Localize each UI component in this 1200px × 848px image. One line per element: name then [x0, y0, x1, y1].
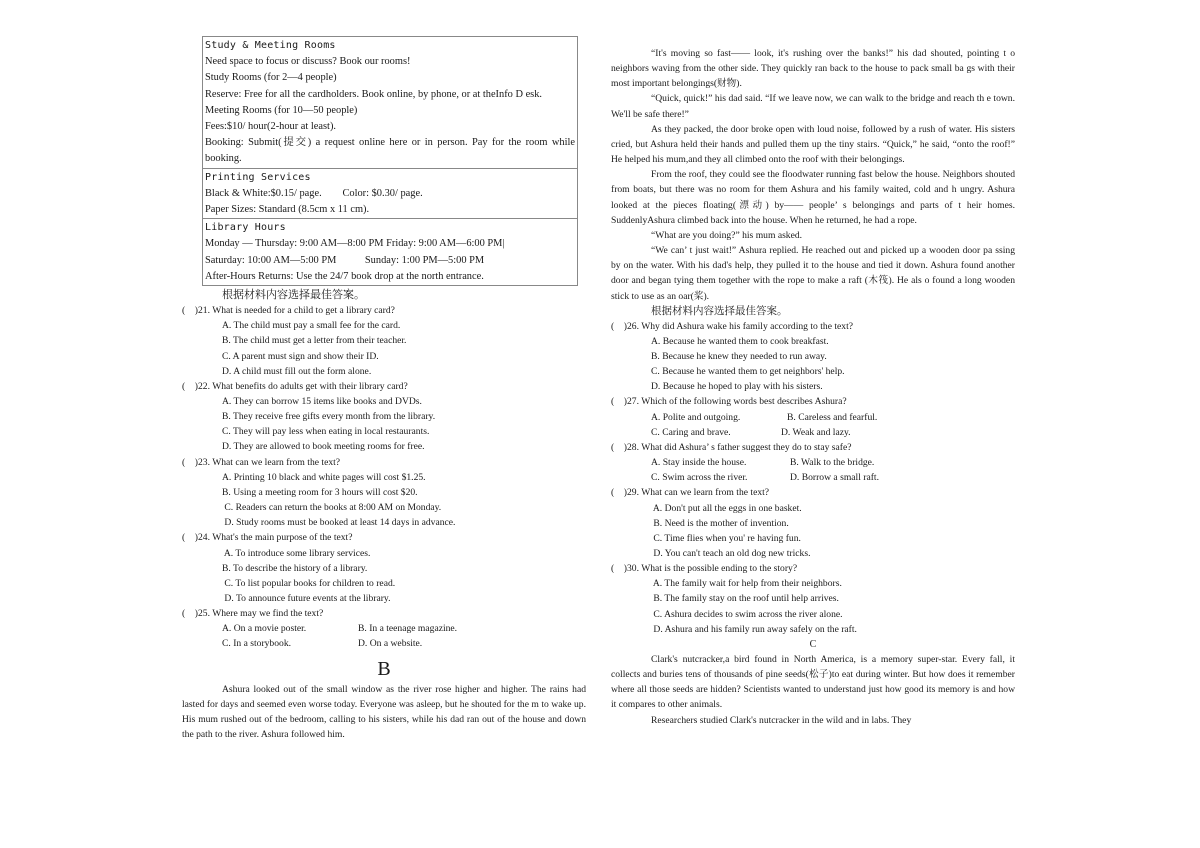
- study-line: Meeting Rooms (for 10—50 people): [205, 104, 358, 116]
- question-stem: ( )29. What can we learn from the text?: [611, 487, 770, 499]
- story-paragraph: “We can’ t just wait!” Ashura replied. He reached out and picked up a wooden door pa ssing by on the water. With his dad's help, they pulled it to the house and tied it down. Ashura found another door and began tying them together with the rope to make a raft (木筏). He als o found a long wooden stick to use as an oar(桨).: [611, 245, 1015, 302]
- option: C. Because he wanted them to get neighbors' help.: [651, 366, 845, 378]
- printing-line: Black & White:$0.15/ page. Color: $0.30/ page.: [205, 187, 423, 199]
- option: B. In a teenage magazine.: [358, 623, 458, 635]
- option: A. The child must pay a small fee for the card.: [222, 320, 401, 332]
- option: A. They can borrow 15 items like books and DVDs.: [222, 395, 422, 407]
- option: D. They are allowed to book meeting rooms for free.: [222, 441, 425, 453]
- story-paragraph: “Quick, quick!” his dad said. “If we leave now, we can walk to the bridge and reach th e town. We'll be safe there!”: [611, 93, 1015, 120]
- passage-paragraph: Clark's nutcracker,a bird found in North America, is a memory super-star. Every fall, it collects and buries tens of thousands of pine seeds(松子)to eat during winter. But how does it remember where all those seeds are hidden? Scientists wanted to understand just how good its memory is and how it compares to other animals.: [611, 653, 1015, 711]
- option: C. In a storybook.: [222, 638, 292, 650]
- instruction-right: 根据材料内容选择最佳答案。: [651, 305, 788, 317]
- question-26: [611, 319, 1015, 395]
- hours-title: Library Hours: [205, 222, 286, 234]
- option: B. They receive free gifts every month from the library.: [222, 411, 436, 423]
- question-24: [182, 530, 586, 606]
- section-heading-b: B: [377, 657, 391, 680]
- option-row: [611, 455, 1015, 470]
- option: D. Weak and lazy.: [781, 426, 851, 438]
- question-stem: ( )24. What's the main purpose of the text?: [182, 532, 353, 544]
- left-column: [182, 36, 586, 742]
- option: D. A child must fill out the form alone.: [222, 365, 372, 377]
- option: C. Time flies when you' re having fun.: [651, 532, 801, 544]
- study-rooms-section: [203, 37, 577, 168]
- hours-section: [203, 218, 577, 285]
- option-row: [611, 425, 1015, 440]
- option: A. On a movie poster.: [222, 623, 307, 635]
- option-row: [611, 410, 1015, 425]
- option: B. Walk to the bridge.: [790, 457, 875, 469]
- right-column: [611, 46, 1015, 728]
- option-row: [182, 621, 586, 636]
- option: B. The family stay on the roof until help arrives.: [651, 593, 839, 605]
- question-stem: ( )22. What benefits do adults get with their library card?: [182, 380, 408, 392]
- option: A. Printing 10 black and white pages will cost $1.25.: [222, 471, 426, 483]
- option: C. Caring and brave.: [651, 426, 731, 438]
- passage-paragraph: Researchers studied Clark's nutcracker in the wild and in labs. They: [651, 714, 912, 726]
- question-stem: ( )23. What can we learn from the text?: [182, 456, 341, 468]
- question-23: [182, 455, 586, 531]
- option: B. Because he knew they needed to run away.: [651, 350, 827, 362]
- question-stem: ( )28. What did Ashura’ s father suggest they do to stay safe?: [611, 441, 852, 453]
- question-stem: ( )21. What is needed for a child to get a library card?: [182, 305, 395, 317]
- printing-section: [203, 168, 577, 219]
- question-29: [611, 485, 1015, 561]
- option: A. Because he wanted them to cook breakfast.: [651, 335, 829, 347]
- story-paragraph: Ashura looked out of the small window as the river rose higher and higher. The rains had lasted for days and seemed even worse today. Everyone was asleep, but he shouted for the m to wake up. His mum rushed out of the bedroom, calling to his sisters, while his dad ran out of the house and down the path to the river. Ashura followed him.: [182, 683, 586, 741]
- study-line: Study Rooms (for 2—4 people): [205, 72, 337, 84]
- option: A. The family wait for help from their neighbors.: [651, 578, 842, 590]
- study-rooms-title: Study & Meeting Rooms: [205, 40, 336, 51]
- option: D. Borrow a small raft.: [790, 472, 879, 484]
- option: C. Ashura decides to swim across the river alone.: [651, 608, 843, 620]
- option: B. Using a meeting room for 3 hours will cost $20.: [222, 486, 418, 498]
- printing-line: Paper Sizes: Standard (8.5cm x 11 cm).: [205, 204, 370, 216]
- section-heading-c: C: [809, 638, 817, 650]
- hours-line: Saturday: 10:00 AM—5:00 PM Sunday: 1:00 PM—5:00 PM: [205, 254, 485, 266]
- option: A. Don't put all the eggs in one basket.: [651, 502, 802, 514]
- option: D. To announce future events at the library.: [222, 593, 391, 605]
- option: D. Study rooms must be booked at least 14 days in advance.: [222, 517, 456, 529]
- option: B. Need is the mother of invention.: [651, 517, 789, 529]
- study-line: Reserve: Free for all the cardholders. Book online, by phone, or at theInfo D esk.: [205, 88, 543, 100]
- question-22: [182, 379, 586, 455]
- option: B. To describe the history of a library.: [222, 562, 368, 574]
- option: D. Ashura and his family run away safely on the raft.: [651, 623, 857, 635]
- story-paragraph: “It's moving so fast—— look, it's rushing over the banks!” his dad shouted, pointing t o neighbors waving from the other side. They quickly ran back to the house to pack small ba gs with their most important belongings(财物).: [611, 48, 1015, 90]
- option-row: [182, 636, 586, 651]
- option: C. Readers can return the books at 8:00 AM on Monday.: [222, 502, 442, 514]
- instruction-left: 根据材料内容选择最佳答案。: [222, 289, 365, 302]
- hours-line: After-Hours Returns: Use the 24/7 book drop at the north entrance.: [205, 270, 484, 282]
- option: B. The child must get a letter from their teacher.: [222, 335, 407, 347]
- option-row: [611, 470, 1015, 485]
- hours-line: Monday — Thursday: 9:00 AM—8:00 PM Friday: 9:00 AM—6:00 PM|: [205, 238, 505, 250]
- option: D. You can't teach an old dog new tricks.: [651, 548, 811, 559]
- question-28: [611, 440, 1015, 485]
- story-paragraph: “What are you doing?” his mum asked.: [651, 229, 803, 241]
- option: D. On a website.: [358, 638, 423, 650]
- study-line: Need space to focus or discuss? Book our rooms!: [205, 56, 411, 68]
- question-stem: ( )27. Which of the following words best describes Ashura?: [611, 396, 847, 408]
- option: C. To list popular books for children to read.: [222, 577, 396, 589]
- option: C. Swim across the river.: [651, 472, 748, 484]
- question-27: [611, 394, 1015, 439]
- question-21: [182, 303, 586, 379]
- question-30: [611, 561, 1015, 637]
- question-25: [182, 606, 586, 651]
- option: C. A parent must sign and show their ID.: [222, 350, 379, 362]
- study-line: Booking: Submit(提交) a request online here or in person. Pay for the room while booking.: [205, 137, 578, 165]
- option: A. To introduce some library services.: [222, 547, 371, 559]
- question-stem: ( )26. Why did Ashura wake his family according to the text?: [611, 320, 854, 332]
- question-stem: ( )30. What is the possible ending to the story?: [611, 563, 798, 575]
- printing-title: Printing Services: [205, 171, 311, 183]
- library-notice-box: [202, 36, 578, 286]
- story-paragraph: As they packed, the door broke open with loud noise, followed by a rush of water. His sisters cried, but Ashura held their hands and pulled them up the tiny stairs. “Quick,” he said, “onto the roof!” He helped his mum,and they all climbed onto the roof with their belongings.: [611, 123, 1015, 166]
- option: A. Stay inside the house.: [651, 457, 747, 469]
- story-paragraph: From the roof, they could see the floodwater running fast below the house. Neighbors shouted from boats, but there was no room for them Ashura and his family waited, cold and h ungry. Ashura looked at the pieces floating(漂动) by—— people’ s belongings and parts of t heir homes. SuddenlyAshura climbed back into the house. When he returned, he had a rope.: [611, 169, 1015, 226]
- question-stem: ( )25. Where may we find the text?: [182, 608, 324, 620]
- option: D. Because he hoped to play with his sisters.: [651, 381, 823, 393]
- option: A. Polite and outgoing.: [651, 411, 741, 423]
- option: B. Careless and fearful.: [787, 411, 878, 423]
- study-line: Fees:$10/ hour(2-hour at least).: [205, 121, 337, 133]
- option: C. They will pay less when eating in local restaurants.: [222, 426, 430, 438]
